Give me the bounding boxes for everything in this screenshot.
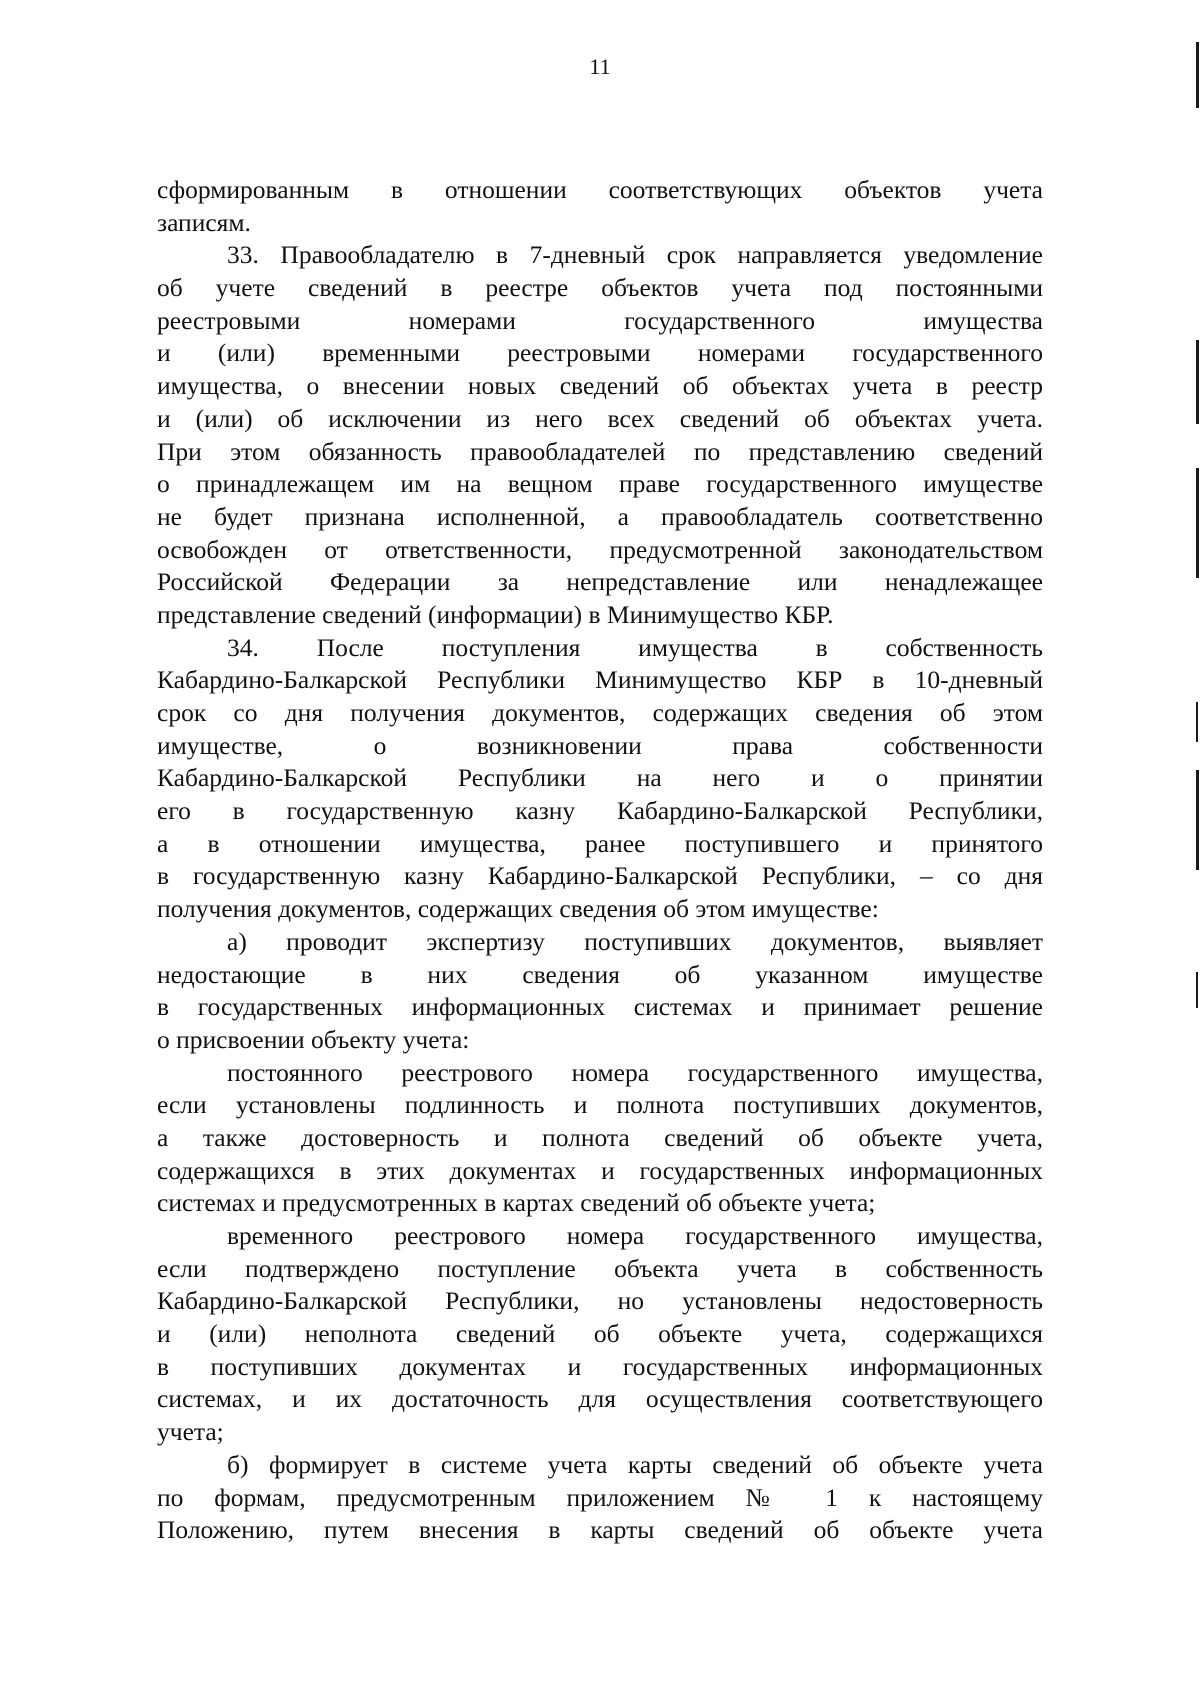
text-line: содержащихся в этих документах и государственных информационных	[157, 1155, 1043, 1185]
text-line: временного реестрового номера государственного имущества,	[227, 1221, 1043, 1250]
text-line: Кабардино-Балкарской Республики Минимущество КБР в 10-дневный	[157, 665, 1043, 695]
text-line: его в государственную казну Кабардино-Балкарской Республики,	[157, 796, 1043, 826]
text-line: а в отношении имущества, ранее поступившего и принятого	[157, 828, 1043, 858]
text-line: а также достоверность и полнота сведений об объекте учета,	[157, 1122, 1043, 1152]
text-line: представление сведений (информации) в Минимущество КБР.	[157, 599, 834, 629]
text-line: и (или) временными реестровыми номерами государственного	[157, 338, 1043, 368]
text-line: недостающие в них сведения об указанном имуществе	[157, 959, 1043, 989]
text-line: имуществе, о возникновении права собственности	[157, 730, 1043, 760]
text-line: Кабардино-Балкарской Республики, но установлены недостоверность	[157, 1286, 1043, 1316]
text-line: о принадлежащем им на вещном праве государственного имуществе	[157, 469, 1043, 499]
scan-edge-mark	[1196, 702, 1198, 742]
text-line: 34. После поступления имущества в собственность	[227, 632, 1043, 662]
text-line: реестровыми номерами государственного имущества	[157, 305, 1043, 335]
scan-edge-mark	[1196, 468, 1199, 578]
text-line: Российской Федерации за непредставление или ненадлежащее	[157, 567, 1043, 597]
scan-edge-mark	[1196, 340, 1199, 424]
text-line: в государственную казну Кабардино-Балкарской Республики, – со дня	[157, 861, 1043, 891]
text-line: сформированным в отношении соответствующих объектов учета	[157, 175, 1043, 204]
text-line: получения документов, содержащих сведения об этом имуществе:	[157, 894, 879, 924]
text-line: 33. Правообладателю в 7-дневный срок направляется уведомление	[227, 240, 1043, 270]
text-line: При этом обязанность правообладателей по представлению сведений	[157, 436, 1043, 466]
text-line: и (или) неполнота сведений об объекте учета, содержащихся	[157, 1319, 1043, 1349]
text-line: не будет признана исполненной, а правообладатель соответственно	[157, 501, 1043, 531]
text-line: в государственных информационных системах и принимает решение	[157, 992, 1043, 1022]
document-body	[157, 174, 1043, 1547]
page-number: 11	[589, 54, 611, 79]
text-line: системах и предусмотренных в картах сведений об объекте учета;	[157, 1188, 876, 1218]
text-line: записям.	[157, 207, 251, 237]
text-line: системах, и их достаточность для осуществления соответствующего	[157, 1384, 1043, 1414]
text-line: постоянного реестрового номера государственного имущества,	[227, 1057, 1043, 1087]
text-line: срок со дня получения документов, содержащих сведения об этом	[157, 698, 1043, 727]
text-line: Кабардино-Балкарской Республики на него и о принятии	[157, 763, 1043, 793]
text-line: и (или) об исключении из него всех сведений об объектах учета.	[157, 403, 1043, 433]
text-line: об учете сведений в реестре объектов учета под постоянными	[157, 273, 1043, 303]
text-line: если подтверждено поступление объекта учета в собственность	[157, 1253, 1043, 1283]
text-line: освобожден от ответственности, предусмотренной законодательством	[157, 534, 1043, 564]
text-line: Положению, путем внесения в карты сведений об объекте учета	[157, 1515, 1043, 1545]
text-line: имущества, о внесении новых сведений об объектах учета в реестр	[157, 371, 1043, 401]
text-line: а) проводит экспертизу поступивших документов, выявляет	[227, 926, 1043, 956]
scan-edge-mark	[1196, 42, 1199, 108]
text-line: в поступивших документах и государственных информационных	[157, 1351, 1043, 1381]
text-line: о присвоении объекту учета:	[157, 1024, 470, 1054]
text-line: если установлены подлинность и полнота поступивших документов,	[157, 1090, 1043, 1120]
scan-edge-mark	[1196, 770, 1199, 870]
text-line: учета;	[157, 1417, 224, 1447]
text-line: б) формирует в системе учета карты сведений об объекте учета	[227, 1449, 1043, 1479]
scan-edge-mark	[1196, 972, 1198, 1008]
text-line: по формам, предусмотренным приложением № 1 к настоящему	[157, 1482, 1043, 1512]
